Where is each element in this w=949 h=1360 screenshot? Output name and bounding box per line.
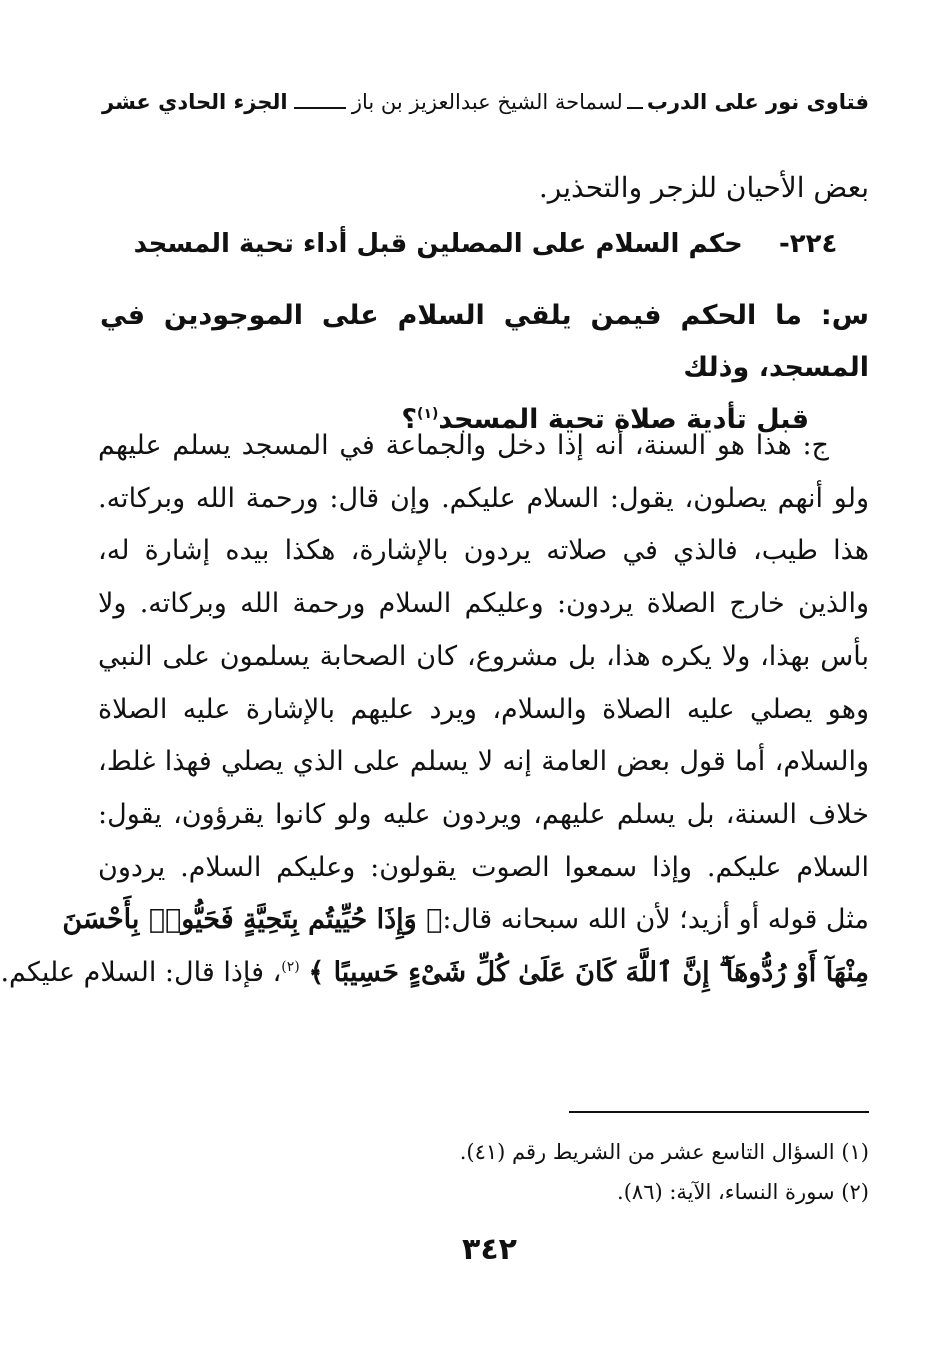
answer-line: والذين خارج الصلاة يردون: وعليكم السلام ورحمة الله وبركاته. ولا: [98, 588, 869, 620]
section-number: ٢٢٤-: [778, 229, 838, 259]
answer-line: هذا طيب، فالذي في صلاته يردون بالإشارة، هكذا بيده إشارة له،: [98, 535, 869, 567]
answer-line: والسلام، أما قول بعض العامة إنه لا يسلم على الذي يصلي فهذا غلط،: [98, 746, 869, 778]
header-part: الجزء الحادي عشر: [102, 90, 288, 114]
section-title: حكم السلام على المصلين قبل أداء تحية المسجد: [133, 229, 743, 259]
question-mark: ؟: [401, 404, 418, 435]
quran-verse-part-1: ﴿ وَإِذَا حُيِّيتُم بِتَحِيَّةٍ فَحَيُّوا۟ بِأَحْسَنَ: [62, 904, 443, 936]
question-line-1: س: ما الحكم فيمن يلقي السلام على الموجودين في المسجد، وذلك: [100, 300, 869, 383]
running-header: [102, 82, 869, 122]
answer-line-quran-start: [62, 894, 869, 947]
answer-line: خلاف السنة، بل يسلم عليهم، ويردون عليه ولو كانوا يقرؤون، يقول:: [98, 798, 869, 830]
answer-line: بأس بهذا، ولا يكره هذا، بل مشروع، كان الصحابة يسلمون على النبي: [98, 640, 869, 672]
section-heading: [102, 222, 869, 266]
question-line-2-text: قبل تأدية صلاة تحية المسجد: [438, 404, 809, 435]
footnote-divider: [569, 1111, 869, 1113]
footnote-ref-1: (١): [417, 406, 439, 422]
book-title: فتاوى نور على الدرب: [646, 90, 869, 114]
answer-block: [0, 420, 869, 1000]
answer-line-quran-end: [0, 947, 869, 1000]
footnote-ref-2: (٢): [281, 959, 300, 976]
footnote-1: (١) السؤال التاسع عشر من الشريط رقم (٤١).: [459, 1140, 869, 1164]
continued-paragraph: بعض الأحيان للزجر والتحذير.: [538, 171, 869, 204]
header-separator-short: [627, 107, 643, 109]
answer-line-10-text: مثل قوله أو أزيد؛ لأن الله سبحانه قال:: [442, 904, 869, 936]
answer-line: ج: هذا هو السنة، أنه إذا دخل والجماعة في المسجد يسلم عليهم: [98, 430, 829, 461]
answer-line-11-text: ، فإذا قال: السلام عليكم.: [0, 957, 282, 989]
answer-line: وهو يصلي عليه الصلاة والسلام، ويرد عليهم بالإشارة عليه الصلاة: [98, 693, 869, 725]
answer-line: ولو أنهم يصلون، يقول: السلام عليكم. وإن قال: ورحمة الله وبركاته.: [98, 482, 869, 514]
page-number: ٣٤٢: [462, 1232, 517, 1267]
header-author: لسماحة الشيخ عبدالعزيز بن باز: [351, 90, 623, 114]
footnotes: [102, 1132, 869, 1212]
header-separator-long: [294, 107, 346, 109]
footnote-2: (٢) سورة النساء، الآية: (٨٦).: [617, 1180, 869, 1204]
answer-line: السلام عليكم. وإذا سمعوا الصوت يقولون: وعليكم السلام. يردون: [98, 851, 869, 883]
quran-verse-part-2: مِنْهَآ أَوْ رُدُّوهَآ ۗ إِنَّ ٱللَّهَ كَانَ عَلَىٰ كُلِّ شَىْءٍ حَسِيبًا ﴾: [308, 957, 869, 989]
